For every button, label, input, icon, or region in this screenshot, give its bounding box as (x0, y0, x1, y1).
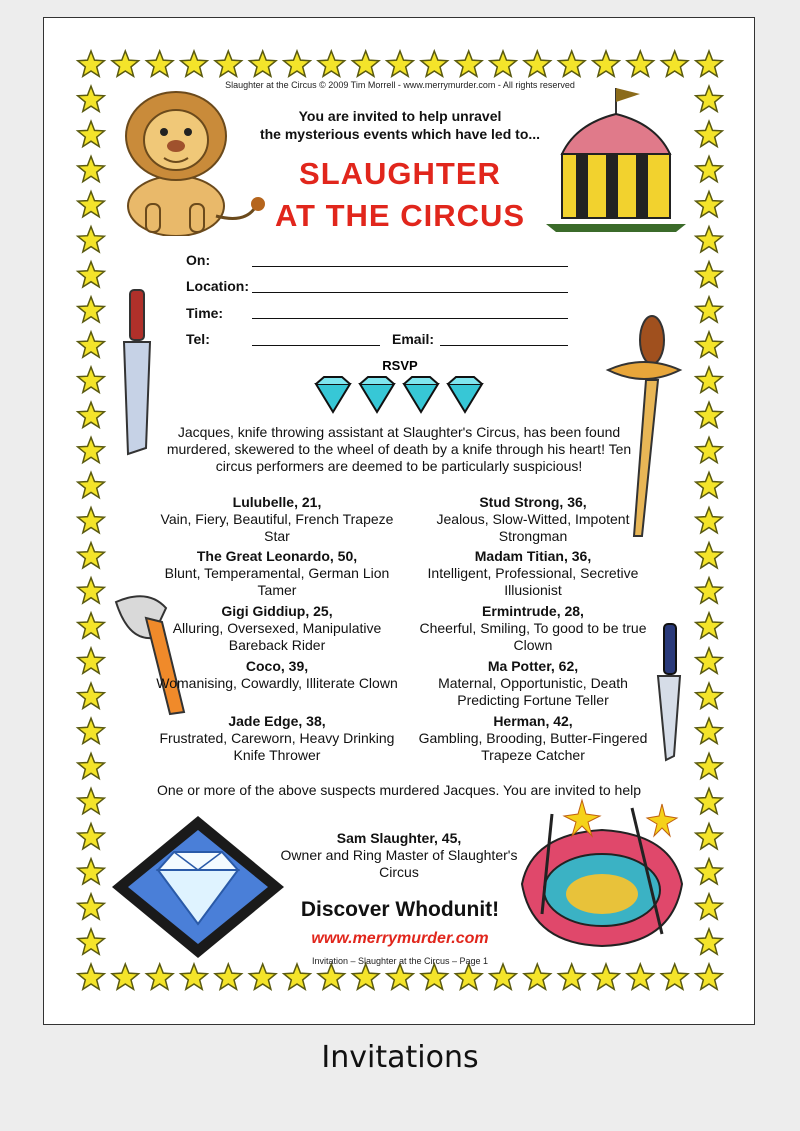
star-icon (696, 262, 723, 287)
star-icon (490, 964, 517, 989)
suspect-card (408, 713, 658, 764)
star-icon (78, 859, 105, 884)
suspect-desc: Jealous, Slow-Witted, Impotent Strongman (436, 511, 630, 544)
host-block (274, 830, 524, 881)
star-icon (696, 753, 723, 778)
star-icon (455, 964, 482, 989)
suspect-desc: Frustrated, Careworn, Heavy Drinking Knife Thrower (159, 730, 395, 763)
suspect-desc: Womanising, Cowardly, Illiterate Clown (156, 675, 398, 691)
suspect-desc: Blunt, Temperamental, German Lion Tamer (164, 565, 390, 598)
rsvp-label: RSVP (382, 358, 418, 373)
suspect-desc: Gambling, Brooding, Butter-Fingered Trapeze Catcher (418, 730, 648, 763)
intro-text: Jacques, knife throwing assistant at Slaughter's Circus, has been found murdered, skewered to the wheel of death by a knife through his heart! Ten circus performers are deemed to be particularly suspicious! (166, 424, 632, 474)
star-icon (78, 824, 105, 849)
suspect-desc: Alluring, Oversexed, Manipulative Bareback Rider (172, 620, 382, 653)
suspect-name: Stud Strong, 36, (479, 494, 587, 510)
suspect-card (408, 658, 658, 709)
star-icon (318, 964, 345, 989)
star-icon (215, 51, 242, 76)
star-icon (78, 51, 105, 76)
tel-field[interactable] (252, 345, 380, 346)
star-icon (627, 51, 654, 76)
star-icon (78, 753, 105, 778)
star-icon (78, 648, 105, 673)
suspect-name: Ermintrude, 28, (482, 603, 584, 619)
location-field[interactable] (252, 292, 568, 293)
star-icon (421, 51, 448, 76)
email-field[interactable] (440, 345, 568, 346)
knife-icon (118, 288, 158, 458)
star-icon (696, 297, 723, 322)
on-field[interactable] (252, 266, 568, 267)
star-icon (352, 51, 379, 76)
star-icon (696, 648, 723, 673)
star-icon (146, 964, 173, 989)
star-icon (593, 51, 620, 76)
diamond-icon (360, 377, 394, 412)
footer-text: Invitation – Slaughter at the Circus – Page 1 (311, 956, 489, 966)
suspect-card (152, 713, 402, 764)
star-icon (249, 964, 276, 989)
time-label: Time: (186, 305, 224, 321)
on-label: On: (186, 252, 211, 268)
host-desc: Owner and Ring Master of Slaughter's Circus (280, 847, 518, 880)
star-icon (78, 472, 105, 497)
suspect-name: Madam Titian, 36, (474, 548, 592, 564)
star-icon (696, 402, 723, 427)
invite-line-1: You are invited to help unravel (298, 108, 502, 124)
star-icon (78, 613, 105, 638)
suspect-desc: Cheerful, Smiling, To good to be true Clown (419, 620, 647, 653)
star-icon (181, 51, 208, 76)
suspect-name: Lulubelle, 21, (232, 494, 322, 510)
star-icon (78, 788, 105, 813)
star-icon (215, 964, 242, 989)
star-icon (696, 332, 723, 357)
copyright-line: Slaughter at the Circus © 2009 Tim Morrell - www.merrymurder.com - All rights reserved (225, 80, 575, 90)
invite-line-2: the mysterious events which have led to... (259, 126, 541, 142)
star-icon (490, 51, 517, 76)
time-field[interactable] (252, 318, 568, 319)
host-name: Sam Slaughter, 45, (336, 830, 462, 846)
star-icon (696, 683, 723, 708)
invitation-card (43, 17, 755, 1025)
star-icon (455, 51, 482, 76)
star-icon (661, 964, 688, 989)
star-icon (181, 964, 208, 989)
star-icon (524, 51, 551, 76)
title-line-2: AT THE CIRCUS (274, 198, 526, 233)
star-icon (558, 51, 585, 76)
suspect-card (152, 494, 402, 545)
star-icon (78, 578, 105, 603)
star-icon (284, 964, 311, 989)
star-icon (78, 508, 105, 533)
star-icon (696, 824, 723, 849)
email-label: Email: (392, 331, 435, 347)
suspect-card (408, 548, 658, 599)
suspect-name: Gigi Giddiup, 25, (221, 603, 333, 619)
star-icon (696, 613, 723, 638)
star-icon (78, 683, 105, 708)
suspect-name: Herman, 42, (493, 713, 573, 729)
star-icon (78, 297, 105, 322)
star-icon (696, 508, 723, 533)
star-icon (78, 262, 105, 287)
suspect-card (152, 603, 402, 654)
star-icon (524, 964, 551, 989)
diamond-icon (448, 377, 482, 412)
star-icon (78, 332, 105, 357)
star-icon (387, 964, 414, 989)
website-link[interactable]: www.merrymurder.com (311, 930, 489, 947)
star-icon (593, 964, 620, 989)
star-icon (78, 402, 105, 427)
star-icon (146, 51, 173, 76)
star-icon (249, 51, 276, 76)
star-icon (696, 472, 723, 497)
star-icon (78, 964, 105, 989)
star-icon (558, 964, 585, 989)
closing-text: One or more of the above suspects murdered Jacques. You are invited to help (156, 782, 642, 798)
diamond-row (312, 376, 488, 416)
star-icon (78, 718, 105, 743)
star-icon (696, 437, 723, 462)
star-icon (78, 543, 105, 568)
star-icon (112, 51, 139, 76)
location-label: Location: (186, 278, 249, 294)
suspect-card (152, 658, 402, 692)
diamond-icon (316, 377, 350, 412)
tel-label: Tel: (186, 331, 210, 347)
star-icon (696, 964, 723, 989)
star-icon (112, 964, 139, 989)
star-icon (696, 788, 723, 813)
suspect-name: Coco, 39, (245, 658, 309, 674)
suspect-desc: Intelligent, Professional, Secretive Illusionist (427, 565, 639, 598)
star-icon (696, 578, 723, 603)
diamond-icon (404, 377, 438, 412)
title-line-1: SLAUGHTER (299, 156, 501, 191)
suspect-desc: Maternal, Opportunistic, Death Predicting Fortune Teller (438, 675, 628, 708)
star-icon (696, 859, 723, 884)
star-icon (696, 543, 723, 568)
suspect-name: The Great Leonardo, 50, (196, 548, 358, 564)
star-icon (696, 718, 723, 743)
star-icon (627, 964, 654, 989)
star-icon (421, 964, 448, 989)
star-icon (318, 51, 345, 76)
suspect-name: Jade Edge, 38, (228, 713, 326, 729)
cta-heading: Discover Whodunit! (300, 898, 500, 921)
star-icon (352, 964, 379, 989)
star-icon (284, 51, 311, 76)
caption: Invitations (321, 1040, 479, 1075)
star-icon (661, 51, 688, 76)
suspect-card (408, 494, 658, 545)
suspect-card (152, 548, 402, 599)
star-icon (78, 437, 105, 462)
suspect-card (408, 603, 658, 654)
suspect-desc: Vain, Fiery, Beautiful, French Trapeze Star (160, 511, 394, 544)
suspect-name: Ma Potter, 62, (487, 658, 579, 674)
star-icon (696, 51, 723, 76)
star-icon (387, 51, 414, 76)
